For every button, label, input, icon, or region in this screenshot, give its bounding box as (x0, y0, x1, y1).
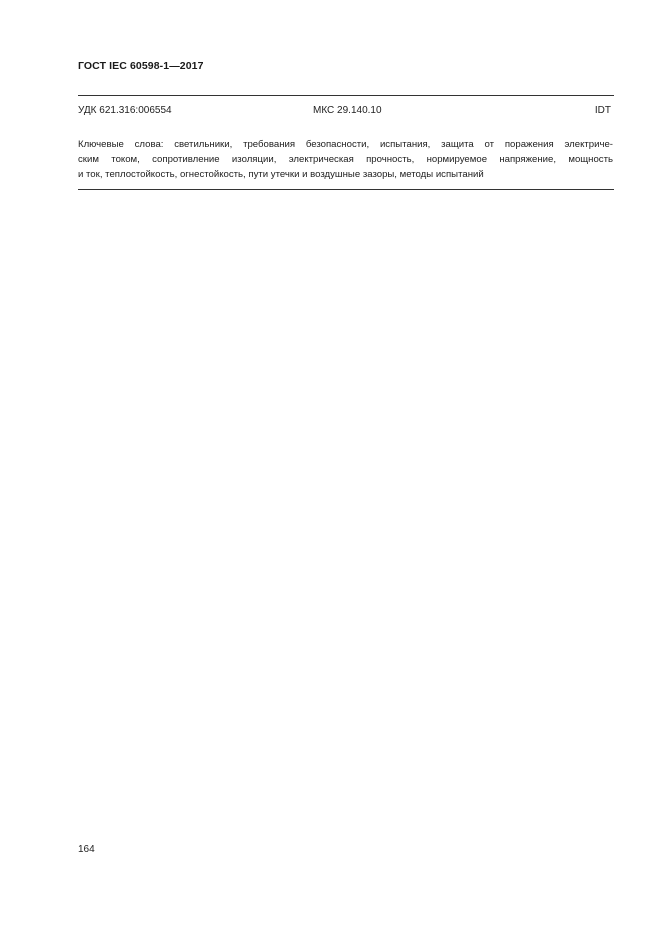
keywords-paragraph (78, 137, 613, 183)
classification-row (78, 105, 611, 119)
idt-mark: IDT (594, 105, 611, 116)
keywords-line-2: ским током, сопротивление изоляции, электрическая прочность, нормируемое напряжение, мощность (78, 154, 613, 166)
keywords-line-1: Ключевые слова: светильники, требования безопасности, испытания, защита от поражения электриче- (78, 139, 613, 150)
page-number: 164 (78, 844, 95, 855)
document-standard-id: ГОСТ IEC 60598-1—2017 (78, 60, 204, 72)
udk-code: УДК 621.316:006554 (78, 105, 172, 116)
mks-code: МКС 29.140.10 (313, 105, 382, 116)
keywords-line-3: и ток, теплостойкость, огнестойкость, пути утечки и воздушные зазоры, методы испытаний (78, 169, 484, 181)
top-divider (78, 95, 614, 96)
bottom-divider (78, 189, 614, 190)
